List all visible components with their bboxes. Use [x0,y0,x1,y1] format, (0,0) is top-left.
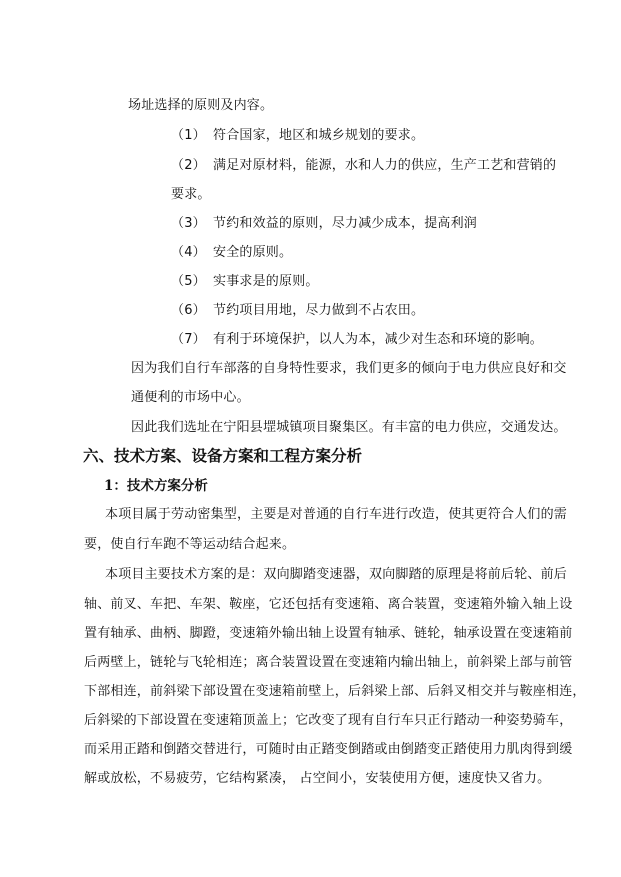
principle-item [171,158,556,174]
principle-number: （7） [171,332,206,347]
principle-text: 节约项目用地，尽力做到不占农田。 [213,303,425,318]
paragraph-line: 后斜梁的下部设置在变速箱顶盖上；它改变了现有自行车只正行踏动一种姿势骑车， [84,713,573,728]
principle-item [171,303,424,319]
principle-item [171,216,477,232]
principle-text: 有利于环境保护，以人为本，减少对生态和环境的影响。 [213,332,544,347]
principle-item [171,274,319,290]
paragraph-line: 本项目主要技术方案的是：双向脚踏变速器，双向脚踏的原理是将前后轮、前后 [105,567,568,582]
paragraph-line: 因此我们选址在宁阳县堽城镇项目聚集区。有丰富的电力供应，交通发达。 [131,420,567,435]
principle-item [171,128,424,144]
paragraph-line: 置有轴承、曲柄、脚蹬，变速箱外输出轴上设置有轴承、链轮，轴承设置在变速箱前 [84,626,573,641]
principle-text: 符合国家，地区和城乡规划的要求。 [213,128,425,143]
principle-item [171,245,292,261]
paragraph-line: 下部相连，前斜梁下部设置在变速箱前壁上，后斜梁上部、后斜叉相交并与鞍座相连， [84,684,586,699]
paragraph-line: 要，使自行车跑不等运动结合起来。 [84,537,296,552]
principle-number: （4） [171,245,206,260]
principle-number: （5） [171,274,206,289]
paragraph-line: 而采用正踏和倒踏交替进行，可随时由正踏变倒踏或由倒踏变正踏使用力肌肉得到缓 [84,742,573,757]
principle-text: 实事求是的原则。 [213,274,319,289]
principle-item [171,332,543,348]
paragraph-line: 通便利的市场中心。 [131,390,250,405]
section-heading: 六、技术方案、设备方案和工程方案分析 [83,446,363,465]
principle-number: （1） [171,128,206,143]
paragraph-line: 轴、前叉、车把、车架、鞍座，它还包括有变速箱、离合装置，变速箱外输入轴上设 [84,597,573,612]
principle-continuation: 要求。 [171,187,211,202]
paragraph-line: 本项目属于劳动密集型，主要是对普通的自行车进行改造，使其更符合人们的需 [105,507,568,522]
principle-text: 节约和效益的原则，尽力减少成本，提高利润 [213,216,478,231]
paragraph-line: 因为我们自行车部落的自身特性要求，我们更多的倾向于电力供应良好和交 [131,361,567,376]
paragraph-line: 后两壁上，链轮与飞轮相连；离合装置设置在变速箱内输出轴上，前斜梁上部与前管 [84,655,573,670]
principle-number: （2） [171,158,206,173]
principle-text: 满足对原材料，能源，水和人力的供应，生产工艺和营销的 [213,158,557,173]
principle-text: 安全的原则。 [213,245,293,260]
paragraph-line: 解或放松，不易疲劳，它结构紧凑， 占空间小，安装使用方便，速度快又省力。 [84,771,551,786]
principle-number: （3） [171,216,206,231]
intro-line: 场址选择的原则及内容。 [128,98,274,113]
subsection-heading: 1：技术方案分析 [104,478,208,494]
principle-number: （6） [171,303,206,318]
